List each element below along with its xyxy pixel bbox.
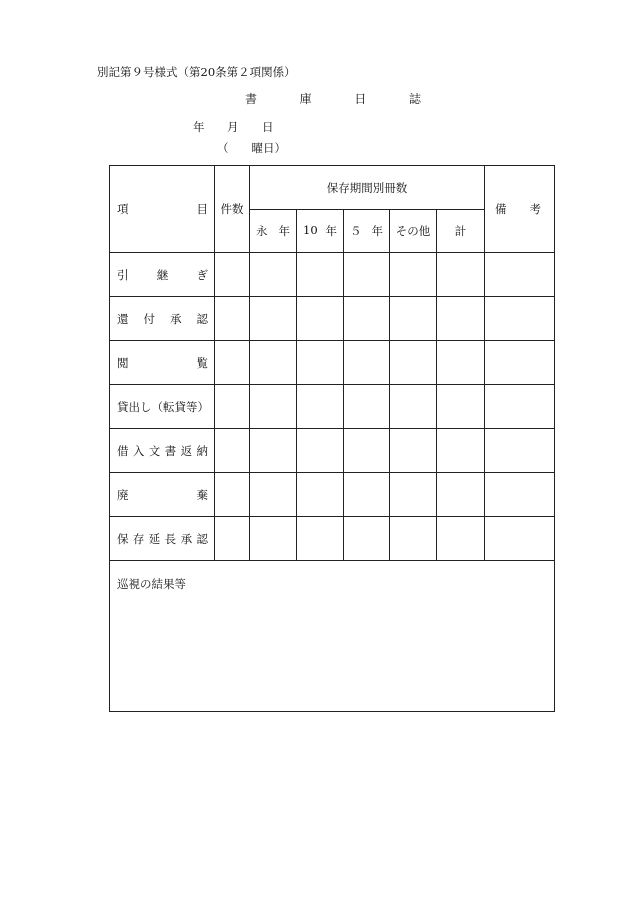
archive-log-table bbox=[109, 165, 555, 712]
table-cell bbox=[437, 429, 485, 473]
table-row bbox=[110, 341, 555, 385]
table-cell bbox=[485, 473, 555, 517]
table-cell bbox=[215, 253, 250, 297]
period-col-10-years bbox=[297, 210, 344, 253]
document-title bbox=[245, 90, 421, 107]
table-row bbox=[110, 429, 555, 473]
table-cell bbox=[215, 341, 250, 385]
row-label: 貸出し（転貸等） bbox=[110, 385, 215, 429]
table-cell bbox=[437, 517, 485, 561]
title-char: 書 bbox=[245, 92, 258, 106]
table-cell bbox=[390, 473, 437, 517]
row-label-char: 引 bbox=[117, 267, 129, 282]
table-row bbox=[110, 517, 555, 561]
table-cell bbox=[344, 341, 390, 385]
table-cell bbox=[344, 297, 390, 341]
table-cell bbox=[297, 341, 344, 385]
table-cell bbox=[485, 429, 555, 473]
period-col-permanent bbox=[250, 210, 297, 253]
row-label bbox=[110, 517, 215, 561]
table-cell bbox=[344, 517, 390, 561]
table-cell bbox=[297, 297, 344, 341]
row-label bbox=[110, 297, 215, 341]
row-label-char: 保 bbox=[117, 531, 129, 546]
date-year-label: 年 bbox=[193, 120, 205, 134]
row-label-char: 入 bbox=[132, 443, 145, 458]
row-label-char: 延 bbox=[148, 531, 161, 546]
row-label bbox=[110, 341, 215, 385]
table-cell bbox=[250, 517, 297, 561]
row-label-char: 認 bbox=[196, 531, 208, 546]
period-col-total: 計 bbox=[437, 210, 485, 253]
form-number: 別記第９号様式（第20条第２項関係） bbox=[97, 65, 296, 79]
inspection-results-label: 巡視の結果等 bbox=[117, 577, 186, 591]
table-cell bbox=[485, 253, 555, 297]
table-cell bbox=[437, 473, 485, 517]
row-label-char: 返 bbox=[180, 443, 193, 458]
period-group-header: 保存期間別冊数 bbox=[250, 166, 485, 210]
table-cell bbox=[437, 297, 485, 341]
table-cell bbox=[485, 517, 555, 561]
table-cell bbox=[297, 473, 344, 517]
table-cell bbox=[390, 253, 437, 297]
table-cell bbox=[297, 429, 344, 473]
table-cell bbox=[215, 385, 250, 429]
col-char: ５ bbox=[350, 224, 362, 238]
col-char: 年 bbox=[325, 224, 337, 238]
header-char: 項 bbox=[117, 202, 129, 216]
table-cell bbox=[297, 385, 344, 429]
row-label bbox=[110, 253, 215, 297]
title-char: 日 bbox=[354, 92, 367, 106]
row-label-char: ぎ bbox=[196, 267, 208, 282]
table-cell bbox=[250, 429, 297, 473]
col-char: 年 bbox=[278, 224, 290, 238]
table-cell bbox=[437, 385, 485, 429]
row-label-char: 継 bbox=[156, 267, 169, 282]
inspection-results-cell bbox=[110, 561, 555, 712]
table-cell bbox=[485, 297, 555, 341]
table-cell bbox=[390, 385, 437, 429]
row-label-char: 還 bbox=[117, 311, 129, 326]
header-char: 目 bbox=[196, 202, 208, 216]
row-label-char: 長 bbox=[164, 531, 177, 546]
table-cell bbox=[215, 473, 250, 517]
table-cell bbox=[437, 253, 485, 297]
count-header: 件数 bbox=[215, 166, 250, 253]
row-label-char: 文 bbox=[148, 443, 161, 458]
table-row bbox=[110, 297, 555, 341]
row-label bbox=[110, 429, 215, 473]
table-cell bbox=[390, 517, 437, 561]
item-header bbox=[110, 166, 215, 253]
period-col-5-years bbox=[344, 210, 390, 253]
table-cell bbox=[250, 385, 297, 429]
header-char: 備 bbox=[495, 202, 507, 216]
date-day-label: 日 bbox=[262, 120, 274, 134]
table-cell bbox=[344, 385, 390, 429]
table-cell bbox=[485, 341, 555, 385]
row-label-char: 納 bbox=[196, 443, 208, 458]
col-char: 年 bbox=[371, 224, 383, 238]
row-label-char: 覧 bbox=[196, 355, 208, 370]
table-cell bbox=[297, 253, 344, 297]
row-label-char: 閲 bbox=[117, 355, 129, 370]
row-label-char: 認 bbox=[196, 311, 208, 326]
col-char: 10 bbox=[303, 223, 318, 237]
row-label-char: 棄 bbox=[196, 487, 208, 502]
table-cell bbox=[390, 341, 437, 385]
table-cell bbox=[344, 473, 390, 517]
table-cell bbox=[437, 341, 485, 385]
date-month-label: 月 bbox=[227, 120, 239, 134]
row-label-char: 承 bbox=[170, 311, 182, 326]
header-char: 考 bbox=[529, 202, 542, 216]
table-cell bbox=[215, 429, 250, 473]
table-cell bbox=[344, 429, 390, 473]
row-label-char: 承 bbox=[180, 531, 193, 546]
date-weekday-label: （ 曜日） bbox=[217, 141, 286, 155]
title-char: 庫 bbox=[299, 92, 312, 106]
row-label bbox=[110, 473, 215, 517]
title-char: 誌 bbox=[408, 92, 421, 106]
row-label-char: 付 bbox=[143, 311, 155, 326]
table-cell bbox=[297, 517, 344, 561]
table-cell bbox=[390, 297, 437, 341]
table-cell bbox=[250, 253, 297, 297]
table-row bbox=[110, 385, 555, 429]
table-cell bbox=[215, 517, 250, 561]
table-cell bbox=[250, 473, 297, 517]
table-row bbox=[110, 253, 555, 297]
remarks-header bbox=[485, 166, 555, 253]
table-cell bbox=[344, 253, 390, 297]
table-cell bbox=[250, 297, 297, 341]
table-cell bbox=[250, 341, 297, 385]
row-label-char: 書 bbox=[164, 443, 177, 458]
col-char: 永 bbox=[256, 224, 268, 238]
row-label-char: 存 bbox=[132, 531, 145, 546]
table-cell bbox=[485, 385, 555, 429]
row-label-char: 借 bbox=[117, 443, 129, 458]
row-label-char: 廃 bbox=[117, 487, 129, 502]
period-col-other: その他 bbox=[390, 210, 437, 253]
table-cell bbox=[390, 429, 437, 473]
table-cell bbox=[215, 297, 250, 341]
table-row bbox=[110, 473, 555, 517]
